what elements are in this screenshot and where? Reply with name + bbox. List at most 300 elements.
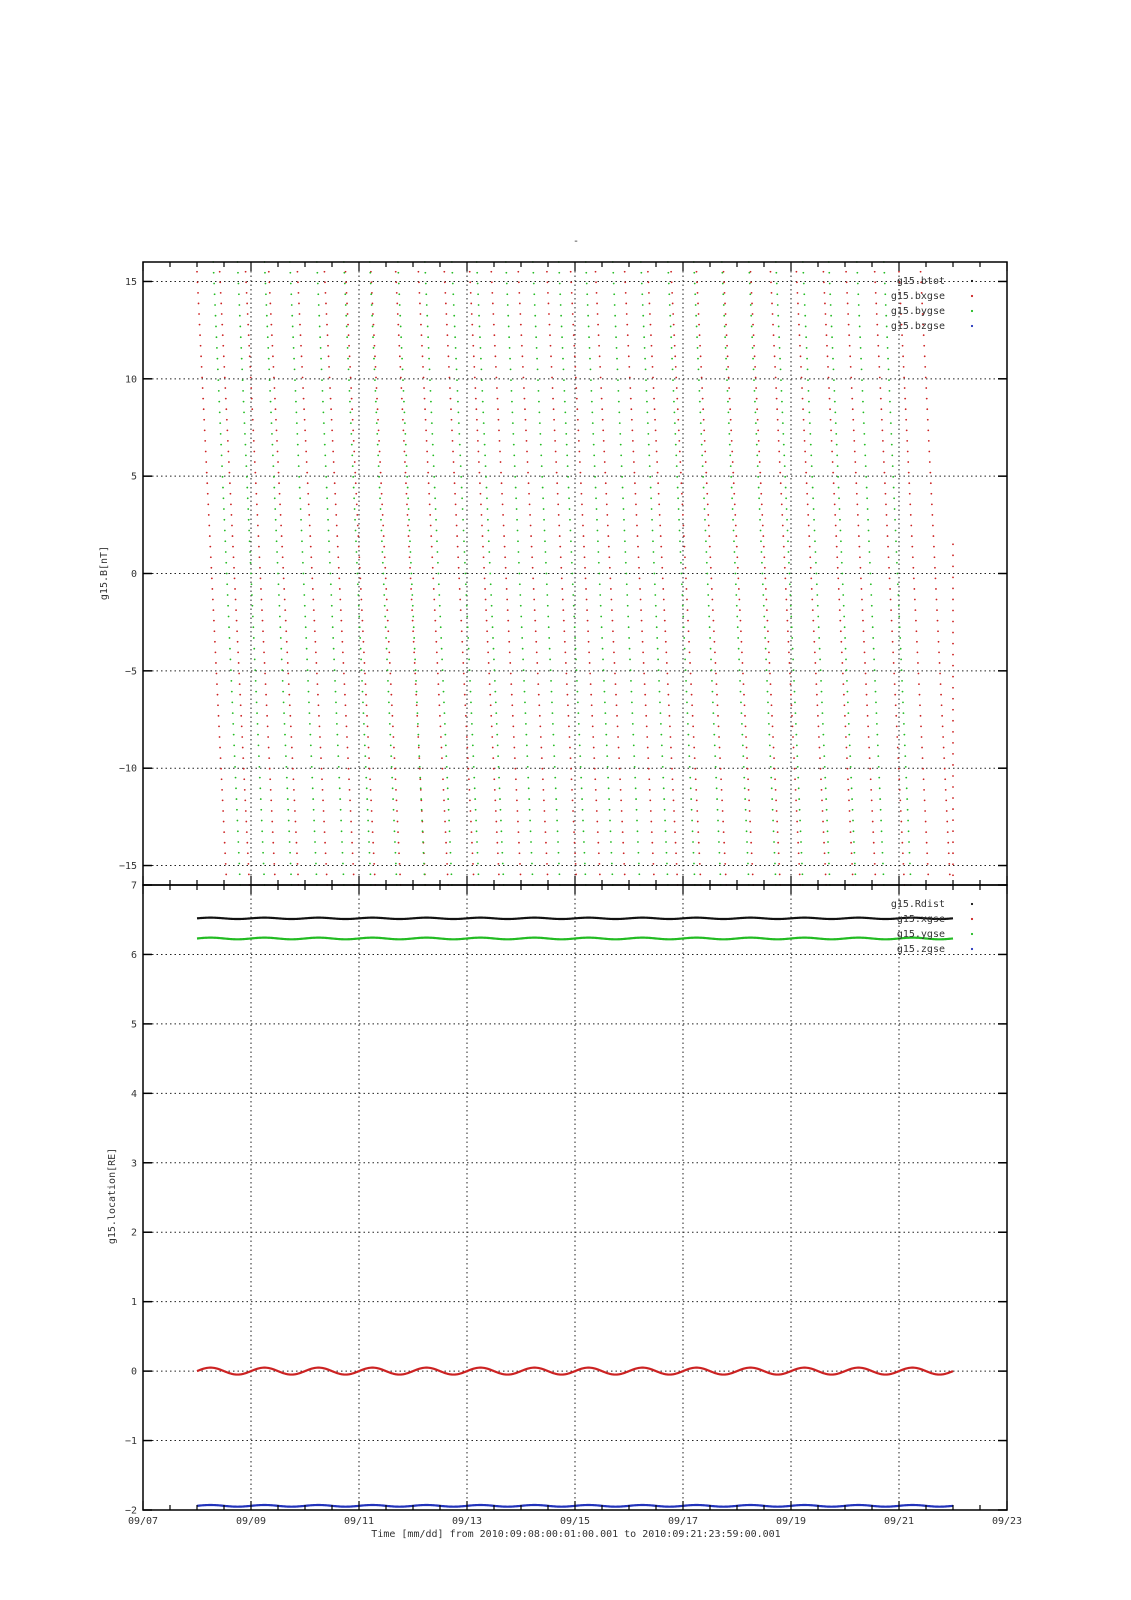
data-point	[563, 390, 565, 392]
data-point	[886, 514, 888, 516]
data-point	[214, 304, 216, 306]
data-point	[802, 408, 804, 410]
data-point	[426, 304, 428, 306]
data-point	[952, 797, 954, 799]
data-point	[265, 683, 267, 685]
data-point	[758, 451, 760, 453]
data-point	[570, 551, 572, 553]
data-point	[285, 620, 287, 622]
data-point	[260, 588, 262, 590]
data-point	[215, 651, 217, 653]
data-point	[216, 347, 218, 349]
data-point	[592, 422, 594, 424]
data-point	[664, 620, 666, 622]
data-point	[876, 313, 878, 315]
data-point	[903, 377, 905, 379]
data-point	[856, 272, 858, 274]
data-point	[432, 577, 434, 579]
data-point	[861, 588, 863, 590]
data-point	[280, 525, 282, 527]
data-point	[672, 778, 674, 780]
data-point	[353, 440, 355, 442]
data-point	[368, 757, 370, 759]
data-point	[672, 789, 674, 791]
data-point	[450, 863, 452, 865]
data-point	[388, 641, 390, 643]
data-point	[293, 358, 295, 360]
data-point	[521, 345, 523, 347]
data-point	[604, 712, 606, 714]
data-point	[238, 662, 240, 664]
data-point	[275, 530, 277, 532]
data-point	[273, 487, 275, 489]
data-point	[858, 315, 860, 317]
data-point	[778, 440, 780, 442]
data-point	[743, 777, 745, 779]
data-point	[457, 556, 459, 558]
data-point	[251, 594, 253, 596]
data-point	[601, 398, 603, 400]
data-point	[684, 546, 686, 548]
data-point	[451, 873, 453, 875]
data-point	[234, 766, 236, 768]
data-point	[326, 497, 328, 499]
data-point	[805, 336, 807, 338]
data-point	[573, 821, 575, 823]
data-point	[331, 429, 333, 431]
data-point	[824, 777, 826, 779]
data-point	[614, 315, 616, 317]
data-point	[423, 863, 425, 865]
data-point	[379, 451, 381, 453]
data-point	[635, 798, 637, 800]
legend-marker	[971, 933, 973, 935]
data-point	[823, 281, 825, 283]
data-point	[655, 605, 657, 607]
data-point	[628, 366, 630, 368]
data-point	[403, 401, 405, 403]
data-point	[750, 842, 752, 844]
data-point	[481, 379, 483, 381]
data-point	[306, 472, 308, 474]
data-point	[549, 334, 551, 336]
data-point	[493, 324, 495, 326]
data-point	[471, 723, 473, 725]
data-point	[618, 411, 620, 413]
data-point	[527, 472, 529, 474]
data-point	[482, 401, 484, 403]
data-point	[326, 313, 328, 315]
data-point	[479, 336, 481, 338]
data-point	[392, 787, 394, 789]
data-point	[469, 281, 471, 283]
data-point	[275, 419, 277, 421]
data-point	[418, 271, 420, 273]
data-point	[370, 800, 372, 802]
data-point	[847, 691, 849, 693]
data-point	[331, 616, 333, 618]
data-point	[249, 355, 251, 357]
data-point	[487, 651, 489, 653]
data-point	[511, 401, 513, 403]
data-point	[917, 662, 919, 664]
data-point	[282, 567, 284, 569]
data-point	[684, 648, 686, 650]
data-point	[502, 863, 504, 865]
data-point	[647, 422, 649, 424]
data-point	[940, 683, 942, 685]
data-point	[491, 292, 493, 294]
data-point	[781, 390, 783, 392]
data-point	[306, 648, 308, 650]
data-point	[479, 472, 481, 474]
data-point	[453, 472, 455, 474]
data-point	[741, 712, 743, 714]
data-point	[316, 673, 318, 675]
data-point	[373, 358, 375, 360]
data-point	[553, 408, 555, 410]
data-point	[846, 757, 848, 759]
data-point	[837, 476, 839, 478]
data-point	[409, 530, 411, 532]
data-point	[628, 637, 630, 639]
data-point	[302, 573, 304, 575]
data-point	[893, 497, 895, 499]
data-point	[295, 390, 297, 392]
data-point	[516, 800, 518, 802]
data-point	[523, 387, 525, 389]
data-point	[360, 648, 362, 650]
data-point	[200, 355, 202, 357]
data-point	[302, 551, 304, 553]
data-point	[272, 345, 274, 347]
data-point	[566, 444, 568, 446]
data-point	[911, 546, 913, 548]
data-point	[341, 841, 343, 843]
data-point	[781, 401, 783, 403]
data-point	[734, 503, 736, 505]
data-point	[276, 440, 278, 442]
data-point	[687, 712, 689, 714]
data-point	[846, 292, 848, 294]
data-point	[464, 562, 466, 564]
data-point	[703, 429, 705, 431]
data-point	[671, 292, 673, 294]
data-point	[311, 577, 313, 579]
data-point	[496, 734, 498, 736]
data-point	[795, 712, 797, 714]
data-point	[433, 476, 435, 478]
data-point	[594, 768, 596, 770]
data-point	[852, 820, 854, 822]
data-point	[301, 366, 303, 368]
data-point	[611, 873, 613, 875]
data-point	[791, 704, 793, 706]
data-point	[942, 726, 944, 728]
data-point	[579, 755, 581, 757]
data-point	[551, 366, 553, 368]
data-point	[862, 401, 864, 403]
data-point	[325, 465, 327, 467]
data-point	[398, 293, 400, 295]
data-point	[254, 659, 256, 661]
data-point	[794, 691, 796, 693]
data-point	[258, 755, 260, 757]
data-point	[776, 408, 778, 410]
data-point	[453, 315, 455, 317]
plot-title: -	[572, 236, 580, 247]
data-point	[351, 831, 353, 833]
data-point	[219, 736, 221, 738]
data-point	[437, 551, 439, 553]
data-point	[328, 540, 330, 542]
data-point	[439, 616, 441, 618]
legend-marker	[971, 280, 973, 282]
data-point	[484, 588, 486, 590]
data-point	[615, 694, 617, 696]
data-point	[717, 704, 719, 706]
data-point	[757, 429, 759, 431]
data-point	[258, 766, 260, 768]
data-point	[481, 390, 483, 392]
data-point	[784, 476, 786, 478]
data-point	[689, 651, 691, 653]
data-point	[798, 313, 800, 315]
data-point	[625, 573, 627, 575]
data-point	[839, 519, 841, 521]
data-point	[903, 712, 905, 714]
data-point	[877, 744, 879, 746]
data-point	[402, 419, 404, 421]
data-point	[934, 556, 936, 558]
data-point	[412, 605, 414, 607]
data-point	[722, 293, 724, 295]
data-point	[899, 637, 901, 639]
data-point	[752, 347, 754, 349]
data-point	[223, 821, 225, 823]
data-point	[693, 863, 695, 865]
data-point	[851, 863, 853, 865]
data-point	[915, 620, 917, 622]
data-point	[547, 605, 549, 607]
data-point	[554, 440, 556, 442]
data-point	[553, 755, 555, 757]
data-point	[438, 594, 440, 596]
data-point	[784, 465, 786, 467]
data-point	[734, 562, 736, 564]
data-point	[400, 377, 402, 379]
data-point	[904, 755, 906, 757]
data-point	[490, 704, 492, 706]
data-point	[721, 789, 723, 791]
data-point	[747, 768, 749, 770]
data-point	[233, 556, 235, 558]
data-point	[369, 768, 371, 770]
data-point	[531, 546, 533, 548]
data-point	[505, 272, 507, 274]
data-point	[695, 789, 697, 791]
data-point	[797, 303, 799, 305]
data-point	[580, 766, 582, 768]
data-point	[787, 630, 789, 632]
data-point	[469, 271, 471, 273]
data-point	[463, 540, 465, 542]
data-point	[947, 831, 949, 833]
data-point	[805, 461, 807, 463]
data-point	[572, 800, 574, 802]
data-point	[646, 401, 648, 403]
data-point	[651, 519, 653, 521]
data-point	[714, 641, 716, 643]
data-point	[789, 662, 791, 664]
data-point	[626, 594, 628, 596]
data-point	[571, 303, 573, 305]
data-point	[500, 472, 502, 474]
data-point	[761, 573, 763, 575]
data-point	[752, 313, 754, 315]
data-point	[302, 377, 304, 379]
data-point	[807, 514, 809, 516]
data-point	[244, 789, 246, 791]
data-point	[751, 303, 753, 305]
data-point	[539, 726, 541, 728]
data-point	[221, 313, 223, 315]
data-point	[780, 379, 782, 381]
data-point	[473, 766, 475, 768]
data-point	[252, 419, 254, 421]
data-point	[261, 820, 263, 822]
data-point	[448, 820, 450, 822]
data-point	[499, 451, 501, 453]
data-point	[832, 347, 834, 349]
data-point	[255, 493, 257, 495]
data-point	[524, 702, 526, 704]
data-point	[563, 630, 565, 632]
data-point	[283, 577, 285, 579]
data-point	[804, 440, 806, 442]
data-point	[493, 778, 495, 780]
data-point	[225, 551, 227, 553]
data-point	[885, 315, 887, 317]
data-point	[224, 540, 226, 542]
data-point	[769, 673, 771, 675]
data-point	[651, 842, 653, 844]
data-point	[404, 461, 406, 463]
data-point	[928, 440, 930, 442]
data-point	[445, 831, 447, 833]
data-point	[344, 694, 346, 696]
data-point	[683, 637, 685, 639]
data-point	[538, 694, 540, 696]
data-point	[764, 567, 766, 569]
data-point	[317, 283, 319, 285]
data-point	[948, 852, 950, 854]
data-point	[888, 567, 890, 569]
data-point	[808, 535, 810, 537]
data-point	[900, 659, 902, 661]
data-point	[237, 272, 239, 274]
data-point	[569, 736, 571, 738]
data-point	[394, 841, 396, 843]
data-point	[502, 503, 504, 505]
data-point	[396, 810, 398, 812]
data-point	[818, 726, 820, 728]
data-point	[828, 863, 830, 865]
data-point	[719, 852, 721, 854]
data-point	[813, 508, 815, 510]
data-point	[948, 863, 950, 865]
data-point	[383, 546, 385, 548]
data-point	[501, 852, 503, 854]
data-point	[354, 461, 356, 463]
data-point	[382, 573, 384, 575]
data-point	[470, 810, 472, 812]
data-point	[495, 821, 497, 823]
data-point	[259, 787, 261, 789]
data-point	[715, 662, 717, 664]
legend-marker	[971, 295, 973, 297]
data-point	[840, 630, 842, 632]
data-point	[866, 694, 868, 696]
data-point	[659, 525, 661, 527]
data-point	[810, 454, 812, 456]
data-point	[545, 831, 547, 833]
data-point	[224, 842, 226, 844]
data-point	[702, 465, 704, 467]
data-point	[438, 694, 440, 696]
data-point	[642, 315, 644, 317]
data-point	[765, 659, 767, 661]
data-point	[508, 326, 510, 328]
data-point	[837, 465, 839, 467]
data-point	[828, 852, 830, 854]
data-point	[755, 411, 757, 413]
data-point	[843, 616, 845, 618]
data-point	[648, 444, 650, 446]
data-point	[900, 810, 902, 812]
data-point	[930, 493, 932, 495]
data-point	[206, 472, 208, 474]
data-point	[317, 293, 319, 295]
data-point	[428, 493, 430, 495]
data-point	[382, 562, 384, 564]
data-point	[437, 673, 439, 675]
data-point	[220, 757, 222, 759]
data-point	[318, 304, 320, 306]
data-point	[223, 366, 225, 368]
data-point	[329, 573, 331, 575]
data-point	[472, 744, 474, 746]
data-point	[414, 648, 416, 650]
data-point	[336, 525, 338, 527]
data-point	[621, 821, 623, 823]
data-point	[807, 503, 809, 505]
data-point	[910, 514, 912, 516]
data-point	[540, 747, 542, 749]
data-point	[688, 641, 690, 643]
data-point	[277, 451, 279, 453]
data-point	[327, 345, 329, 347]
data-point	[414, 673, 416, 675]
data-point	[741, 651, 743, 653]
data-point	[293, 789, 295, 791]
data-point	[796, 281, 798, 283]
data-point	[773, 757, 775, 759]
data-point	[204, 429, 206, 431]
data-point	[228, 626, 230, 628]
data-point	[452, 440, 454, 442]
data-point	[781, 503, 783, 505]
